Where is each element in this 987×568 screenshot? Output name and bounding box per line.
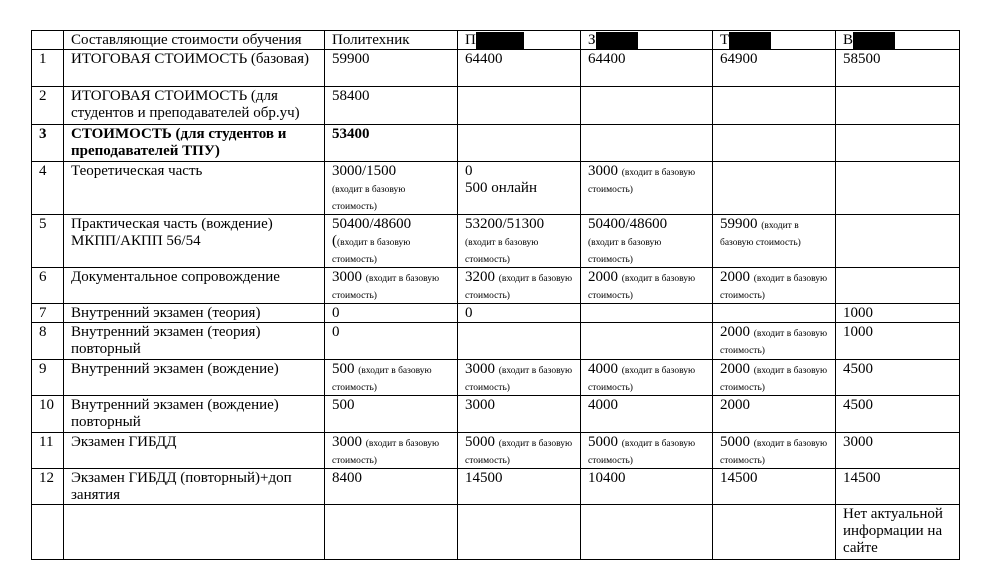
row-label-cell: Внутренний экзамен (вождение) повторный [64, 396, 325, 433]
value-cell [325, 396, 458, 433]
value-cell [325, 323, 458, 360]
redaction-bar [596, 32, 638, 49]
row-label-cell: ИТОГОВАЯ СТОИМОСТЬ (для студентов и преподавателей обр.уч) [64, 87, 325, 125]
value-cell [713, 304, 836, 323]
cell-value: 3000 [465, 361, 495, 377]
value-cell [581, 87, 713, 125]
value-cell [325, 162, 458, 215]
footer-note-cell: Нет актуальной информации на сайте [836, 505, 960, 560]
value-cell [458, 215, 581, 268]
value-cell [581, 360, 713, 396]
row-label-cell: Экзамен ГИБДД [64, 433, 325, 469]
value-cell [713, 215, 836, 268]
cell-note: (входит в базовую стоимость) [720, 329, 828, 356]
table-row [32, 360, 960, 396]
value-cell [713, 469, 836, 505]
table-row [32, 87, 960, 125]
cell-note: (входит в базовую стоимость) [465, 439, 573, 466]
row-number-cell: 7 [32, 304, 64, 323]
value-cell [836, 433, 960, 469]
redaction-bar [729, 32, 771, 49]
value-cell [581, 125, 713, 162]
cell-value: 0 [332, 324, 340, 340]
value-cell [581, 50, 713, 87]
cell-value: 4000 [588, 361, 618, 377]
value-cell [581, 323, 713, 360]
value-cell [458, 469, 581, 505]
table-row [32, 396, 960, 433]
table-row [32, 304, 960, 323]
row-label-cell: Документальное сопровождение [64, 268, 325, 304]
value-cell [713, 87, 836, 125]
value-cell [836, 268, 960, 304]
cell-value: 2000 [720, 324, 750, 340]
header-school-politekhnik: Политехник [325, 31, 458, 50]
row-label-cell: СТОИМОСТЬ (для студентов и преподавателей ТПУ) [64, 125, 325, 162]
footer-row [32, 505, 960, 560]
cell-value: 50400/48600 [588, 216, 668, 232]
row-label-cell: Внутренний экзамен (теория) [64, 304, 325, 323]
cell-value: 2000 [588, 269, 618, 285]
value-cell [325, 360, 458, 396]
table-row [32, 125, 960, 162]
redaction-bar [476, 32, 524, 49]
header-school-t [713, 31, 836, 50]
value-cell [581, 162, 713, 215]
cell-value: 14500 [843, 470, 881, 486]
cell-value: 58400 [332, 88, 370, 104]
row-label-cell: Внутренний экзамен (теория) повторный [64, 323, 325, 360]
school-name-v: В [843, 32, 854, 48]
cell-value: 2000 [720, 397, 750, 413]
value-cell [836, 304, 960, 323]
cell-value: 10400 [588, 470, 626, 486]
empty-cell [325, 505, 458, 560]
row-number-cell: 5 [32, 215, 64, 268]
value-cell [458, 396, 581, 433]
cell-value: 53200/51300 [465, 216, 545, 232]
value-cell [325, 433, 458, 469]
school-name-p: П [465, 32, 476, 48]
cell-note: (входит в базовую стоимость) [720, 366, 828, 393]
cell-value: 5000 [465, 434, 495, 450]
value-cell [836, 396, 960, 433]
row-label-cell: Экзамен ГИБДД (повторный)+доп занятия [64, 469, 325, 505]
cell-note: (входит в базовую стоимость) [720, 221, 801, 248]
header-school-p [458, 31, 581, 50]
cost-comparison-table [31, 30, 960, 560]
cell-value: 3000 [332, 269, 362, 285]
value-cell [325, 215, 458, 268]
cell-value: 3000 [843, 434, 873, 450]
cell-value: 14500 [465, 470, 503, 486]
table-row [32, 50, 960, 87]
table-row [32, 162, 960, 215]
cell-value: 500 [332, 397, 355, 413]
value-cell [581, 215, 713, 268]
value-cell [325, 304, 458, 323]
cell-value: 3000 [465, 397, 495, 413]
cell-paren: ( [332, 233, 337, 249]
cell-value: 3000 [588, 163, 618, 179]
row-number-cell: 1 [32, 50, 64, 87]
cell-note: (входит в базовую стоимость) [588, 238, 662, 265]
value-cell [836, 125, 960, 162]
value-cell [836, 215, 960, 268]
value-cell [581, 304, 713, 323]
cell-extra: 500 онлайн [465, 180, 537, 196]
cell-value: 58500 [843, 51, 881, 67]
header-component-cell: Составляющие стоимости обучения [64, 31, 325, 50]
value-cell [713, 125, 836, 162]
cell-value: 59900 [332, 51, 370, 67]
empty-cell [32, 505, 64, 560]
value-cell [581, 433, 713, 469]
value-cell [325, 268, 458, 304]
value-cell [325, 125, 458, 162]
header-num-cell [32, 31, 64, 50]
cell-note: (входит в базовую стоимость) [332, 366, 432, 393]
header-row [32, 31, 960, 50]
cell-value: 4000 [588, 397, 618, 413]
cell-note: (входит в базовую стоимость) [465, 238, 539, 265]
cell-note: (входит в базовую стоимость) [465, 366, 573, 393]
value-cell [713, 360, 836, 396]
value-cell [458, 304, 581, 323]
value-cell [713, 50, 836, 87]
row-number-cell: 3 [32, 125, 64, 162]
row-label-cell: Теоретическая часть [64, 162, 325, 215]
cell-value: 3200 [465, 269, 495, 285]
cell-value: 2000 [720, 361, 750, 377]
cell-note: (входит в базовую стоимость) [465, 274, 573, 301]
cell-note: (входит в базовую стоимость) [332, 274, 440, 301]
row-label-cell: Внутренний экзамен (вождение) [64, 360, 325, 396]
value-cell [458, 323, 581, 360]
row-label-cell: Практическая часть (вождение) МКПП/АКПП 56/54 [64, 215, 325, 268]
row-label-cell: ИТОГОВАЯ СТОИМОСТЬ (базовая) [64, 50, 325, 87]
cell-value: 14500 [720, 470, 758, 486]
row-number-cell: 11 [32, 433, 64, 469]
cell-value: 2000 [720, 269, 750, 285]
cell-value: 59900 [720, 216, 758, 232]
empty-cell [64, 505, 325, 560]
value-cell [458, 87, 581, 125]
cell-value: 5000 [720, 434, 750, 450]
cell-value: 1000 [843, 324, 873, 340]
cell-value: 1000 [843, 305, 873, 321]
row-number-cell: 2 [32, 87, 64, 125]
cell-note: (входит в базовую стоимость) [588, 274, 696, 301]
value-cell [836, 50, 960, 87]
header-school-v [836, 31, 960, 50]
cell-value: 64400 [588, 51, 626, 67]
school-name-z: З [588, 32, 596, 48]
row-number-cell: 12 [32, 469, 64, 505]
cell-value: 64400 [465, 51, 503, 67]
value-cell [713, 433, 836, 469]
value-cell [458, 125, 581, 162]
cell-value: 64900 [720, 51, 758, 67]
value-cell [836, 469, 960, 505]
cell-note: (входит в базовую стоимость) [588, 439, 696, 466]
cell-note: (входит в базовую стоимость) [588, 168, 696, 195]
value-cell [713, 396, 836, 433]
redaction-bar [853, 32, 895, 49]
value-cell [836, 323, 960, 360]
value-cell [458, 360, 581, 396]
cell-note: (входит в базовую стоимость) [720, 274, 828, 301]
cell-note: (входит в базовую стоимость) [332, 238, 411, 265]
value-cell [713, 268, 836, 304]
empty-cell [713, 505, 836, 560]
value-cell [836, 360, 960, 396]
cell-note: (входит в базовую стоимость) [720, 439, 828, 466]
cell-note: (входит в базовую стоимость) [588, 366, 696, 393]
row-number-cell: 10 [32, 396, 64, 433]
value-cell [581, 268, 713, 304]
row-number-cell: 9 [32, 360, 64, 396]
value-cell [325, 87, 458, 125]
value-cell [836, 87, 960, 125]
cell-note: (входит в базовую стоимость) [332, 185, 406, 212]
row-number-cell: 4 [32, 162, 64, 215]
value-cell [458, 162, 581, 215]
cell-value: 4500 [843, 397, 873, 413]
cell-value: 3000 [332, 434, 362, 450]
value-cell [458, 50, 581, 87]
cell-note: (входит в базовую стоимость) [332, 439, 440, 466]
value-cell [713, 323, 836, 360]
empty-cell [581, 505, 713, 560]
table-row [32, 215, 960, 268]
cell-value: 3000/1500 [332, 163, 397, 179]
cell-value: 8400 [332, 470, 362, 486]
value-cell [325, 50, 458, 87]
cell-value: 50400/48600 [332, 216, 412, 232]
cell-value: 500 [332, 361, 355, 377]
cell-value: 0 [465, 163, 473, 179]
cell-value: 0 [332, 305, 340, 321]
table-row [32, 469, 960, 505]
table-row [32, 268, 960, 304]
cell-value: 5000 [588, 434, 618, 450]
empty-cell [458, 505, 581, 560]
row-number-cell: 6 [32, 268, 64, 304]
cell-value: 53400 [332, 126, 370, 142]
school-name-t: Т [720, 32, 730, 48]
value-cell [458, 433, 581, 469]
cell-value: 0 [465, 305, 473, 321]
header-school-z [581, 31, 713, 50]
value-cell [458, 268, 581, 304]
value-cell [325, 469, 458, 505]
value-cell [581, 469, 713, 505]
table-row [32, 323, 960, 360]
value-cell [713, 162, 836, 215]
value-cell [836, 162, 960, 215]
value-cell [581, 396, 713, 433]
cell-value: 4500 [843, 361, 873, 377]
table-row [32, 433, 960, 469]
row-number-cell: 8 [32, 323, 64, 360]
